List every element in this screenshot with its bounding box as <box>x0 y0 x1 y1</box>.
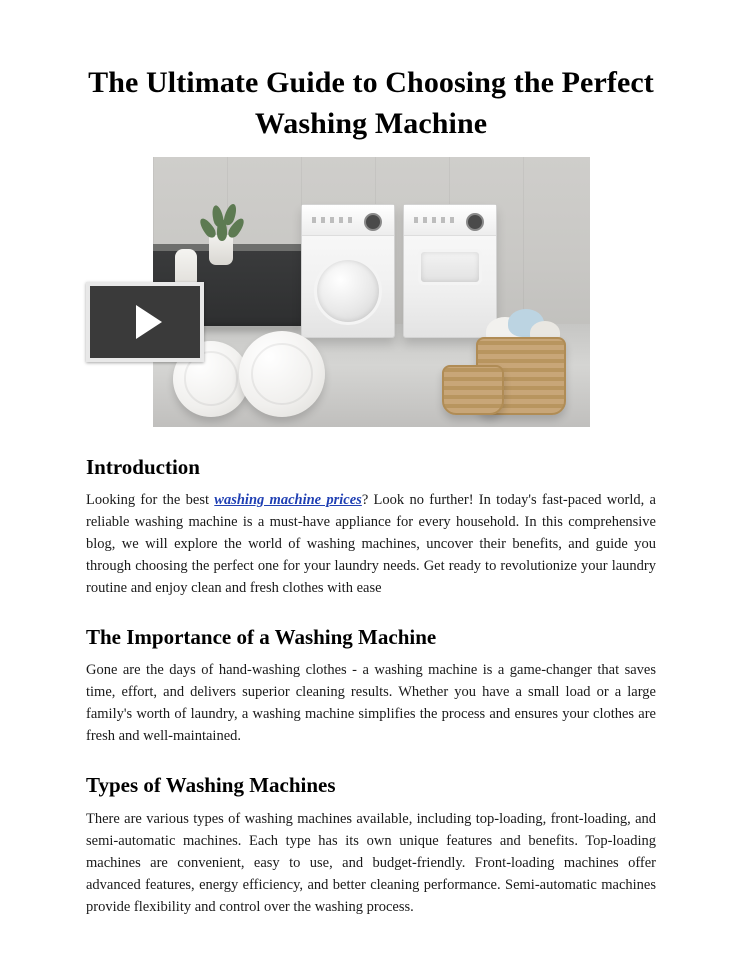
wicker-basket-small <box>442 365 504 415</box>
section-heading-types: Types of Washing Machines <box>86 773 336 798</box>
types-paragraph: There are various types of washing machines available, including top-loading, front-loading, and semi-automatic machines. Each type has its own unique features and benefits. Top-loading machines are convenient, easy to use, and budget-friendly. Front-loading machines offer advanced features, energy efficiency, and better cleaning performance. Semi-automatic machines provide flexibility and control over the washing process. <box>86 810 656 915</box>
play-button[interactable] <box>86 282 204 362</box>
leaf-icon <box>211 205 225 229</box>
section-heading-introduction: Introduction <box>86 454 200 479</box>
control-buttons <box>312 217 352 223</box>
washer-door <box>314 257 382 325</box>
page-title: The Ultimate Guide to Choosing the Perfect Washing Machine <box>88 66 654 141</box>
control-knob <box>364 213 382 231</box>
washing-machine-front-load <box>301 204 395 338</box>
washer-door <box>418 249 482 285</box>
importance-paragraph: Gone are the days of hand-washing clothes - a washing machine is a game-changer that saves time, effort, and delivers superior cleaning results. Whether you have a small load or a large family's worth of laundry, a washing machine simplifies the process and ensures your clothes are fresh and well-maintained. <box>86 662 656 745</box>
control-knob <box>466 213 484 231</box>
figure-wrapper <box>86 157 656 427</box>
washing-machine-prices-link[interactable]: washing machine prices <box>214 491 362 508</box>
laundry-room-illustration <box>153 157 590 427</box>
intro-text-before-link: Looking for the best <box>86 491 215 508</box>
control-buttons <box>414 217 454 223</box>
control-panel <box>302 205 394 236</box>
document-content <box>86 62 656 924</box>
duvet-swirl <box>251 343 313 405</box>
plant <box>205 189 239 245</box>
washing-machine-top-load <box>403 204 497 338</box>
play-icon <box>136 305 162 339</box>
section-heading-importance: The Importance of a Washing Machine <box>86 625 437 650</box>
introduction-paragraph <box>86 489 656 599</box>
intro-text-after-link: ? Look no further! In today's fast-paced world, a reliable washing machine is a must-have appliance for every household. In this comprehensive blog, we will explore the world of washing machines, uncover their benefits, and guide you through choosing the perfect one for your laundry needs. Get ready to revolutionize your laundry routine and enjoy clean and fresh clothes with ease <box>86 491 656 597</box>
rolled-duvet <box>239 331 325 417</box>
hero-image <box>153 157 590 427</box>
control-panel <box>404 205 496 236</box>
